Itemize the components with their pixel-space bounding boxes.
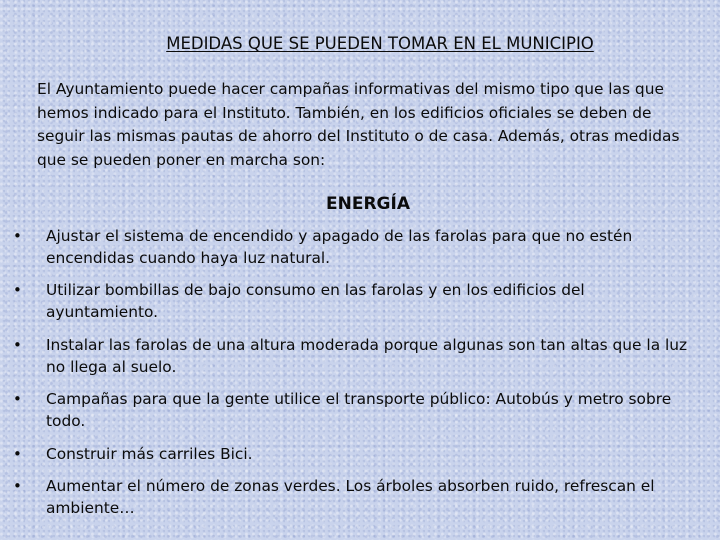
list-item-text: Aumentar el número de zonas verdes. Los árboles absorben ruido, refrescan el ambiente…: [46, 476, 655, 517]
list-item: [0, 443, 700, 465]
measures-list: [0, 225, 700, 529]
bullet-icon: •: [13, 390, 22, 409]
bullet-icon: •: [13, 227, 22, 245]
list-item-text: Ajustar el sistema de encendido y apagado de las farolas para que no estén encendidas cuando haya luz natural.: [46, 227, 633, 267]
bullet-icon: •: [13, 444, 22, 463]
list-item: [0, 475, 700, 519]
intro-paragraph: El Ayuntamiento puede hacer campañas informativas del mismo tipo que las que hemos indicado para el Instituto. También, en los edificios oficiales se deben de seguir las mismas pautas de ahorro del Instituto o de casa. Además, otras medidas que se pueden poner en marcha son:: [37, 80, 680, 169]
list-item-text: Construir más carriles Bici.: [46, 444, 253, 463]
bullet-icon: •: [13, 335, 22, 354]
slide-title: MEDIDAS QUE SE PUEDEN TOMAR EN EL MUNICIPIO: [166, 34, 594, 53]
list-item: [0, 388, 700, 432]
section-heading-energia: ENERGÍA: [326, 194, 410, 214]
list-item: [0, 225, 700, 269]
list-item: [0, 279, 700, 323]
list-item-text: Campañas para que la gente utilice el transporte público: Autobús y metro sobre todo.: [46, 390, 672, 431]
bullet-icon: •: [13, 476, 22, 495]
bullet-icon: •: [13, 281, 22, 300]
list-item-text: Utilizar bombillas de bajo consumo en las farolas y en los edificios del ayuntamiento.: [46, 281, 585, 322]
list-item: [0, 334, 700, 378]
list-item-text: Instalar las farolas de una altura moderada porque algunas son tan altas que la luz no llega al suelo.: [46, 335, 688, 376]
